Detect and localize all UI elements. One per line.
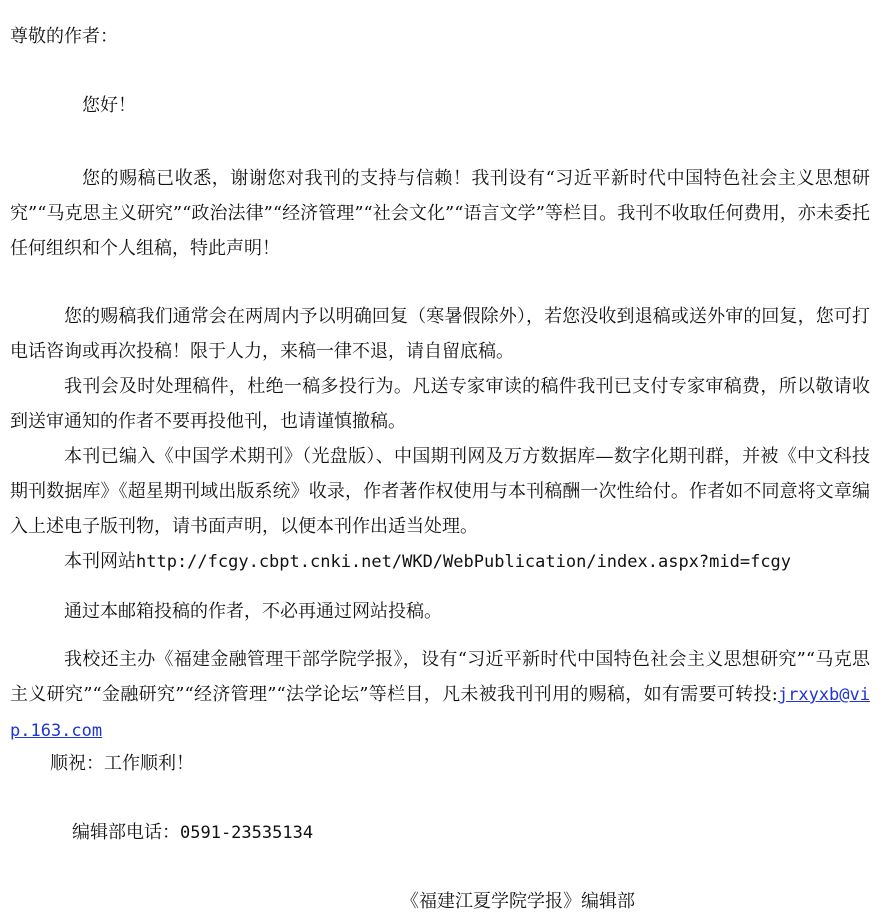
email-submission-note: 通过本邮箱投稿的作者，不必再通过网站投稿。 bbox=[64, 601, 442, 622]
closing: 顺祝：工作顺利！ bbox=[50, 753, 194, 774]
paragraph-transfer bbox=[10, 642, 870, 749]
paragraph-indexing: 本刊已编入《中国学术期刊》（光盘版）、中国期刊网及万方数据库—数字化期刊群，并被《中文科技期刊数据库》《超星期刊域出版系统》收录，作者著作权使用与本刊稿酬一次性给付。作者如不同意将文章编入上述电子版刊物，请书面声明，以便本刊作出适当处理。 bbox=[10, 446, 870, 537]
website-line bbox=[64, 544, 791, 580]
salutation: 尊敬的作者： bbox=[10, 26, 118, 47]
paragraph-review: 我刊会及时处理稿件，杜绝一稿多投行为。凡送专家审读的稿件我刊已支付专家审稿费，所以敬请收到送审通知的作者不要再投他刊，也请谨慎撤稿。 bbox=[10, 376, 870, 432]
phone-number: 0591-23535134 bbox=[180, 823, 314, 843]
transfer-email-link[interactable]: jrxyxb@vip.163.com bbox=[10, 685, 870, 741]
greeting: 您好！ bbox=[82, 95, 136, 116]
signature: 《福建江夏学院学报》编辑部 bbox=[401, 891, 635, 912]
paragraph-reply: 您的赐稿我们通常会在两周内予以明确回复（寒暑假除外），若您没收到退稿或送外审的回复，您可打电话咨询或再次投稿！限于人力，来稿一律不退，请自留底稿。 bbox=[10, 306, 870, 362]
phone-line bbox=[72, 815, 313, 851]
phone-label: 编辑部电话： bbox=[72, 822, 180, 843]
website-prefix: 本刊网站 bbox=[64, 551, 136, 572]
transfer-text: 我校还主办《福建金融管理干部学院学报》，设有“习近平新时代中国特色社会主义思想研究”“马克思主义研究”“金融研究”“经济管理”“法学论坛”等栏目，凡未被我刊刊用的赐稿，如有需要可转投: bbox=[10, 649, 870, 705]
website-url: http://fcgy.cbpt.cnki.net/WKD/WebPublication/index.aspx?mid=fcgy bbox=[136, 552, 792, 572]
paragraph-received: 您的赐稿已收悉，谢谢您对我刊的支持与信赖！我刊设有“习近平新时代中国特色社会主义思想研究”“马克思主义研究”“政治法律”“经济管理”“社会文化”“语言文学”等栏目。我刊不收取任何费用，亦未委托任何组织和个人组稿，特此声明！ bbox=[10, 168, 870, 259]
